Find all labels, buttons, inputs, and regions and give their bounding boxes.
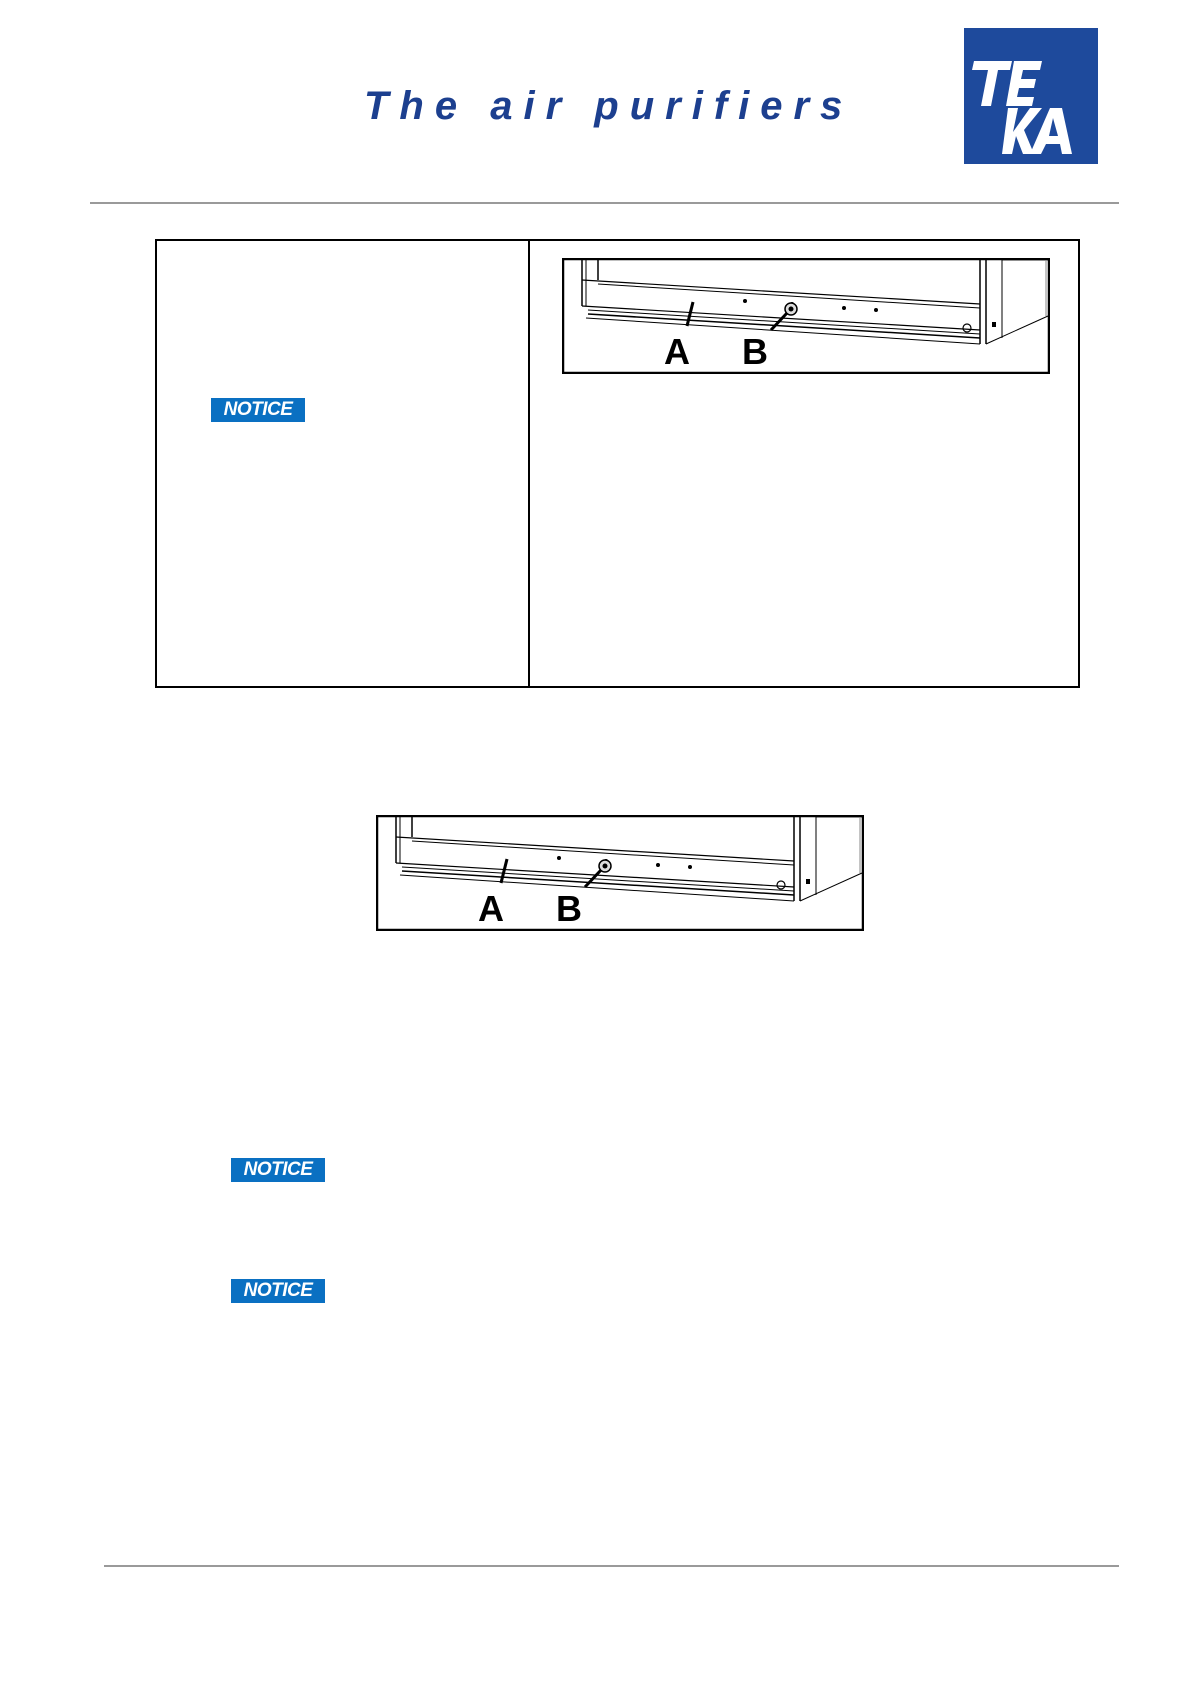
notice-badge: NOTICE xyxy=(211,398,305,422)
figure-filter-frame-top xyxy=(562,258,1050,374)
figure-label-b: B xyxy=(556,888,582,929)
table-column-divider xyxy=(528,241,530,686)
notice-badge: NOTICE xyxy=(231,1158,325,1182)
figure-filter-frame-bottom xyxy=(376,815,864,931)
figure-label-a: A xyxy=(478,888,504,929)
header-tagline: The air purifiers xyxy=(364,84,854,128)
footer-rule xyxy=(104,1565,1119,1567)
figure-label-a: A xyxy=(664,331,690,372)
teka-logo xyxy=(964,28,1098,164)
header-rule xyxy=(90,202,1119,204)
notice-badge: NOTICE xyxy=(231,1279,325,1303)
figure-label-b: B xyxy=(742,331,768,372)
